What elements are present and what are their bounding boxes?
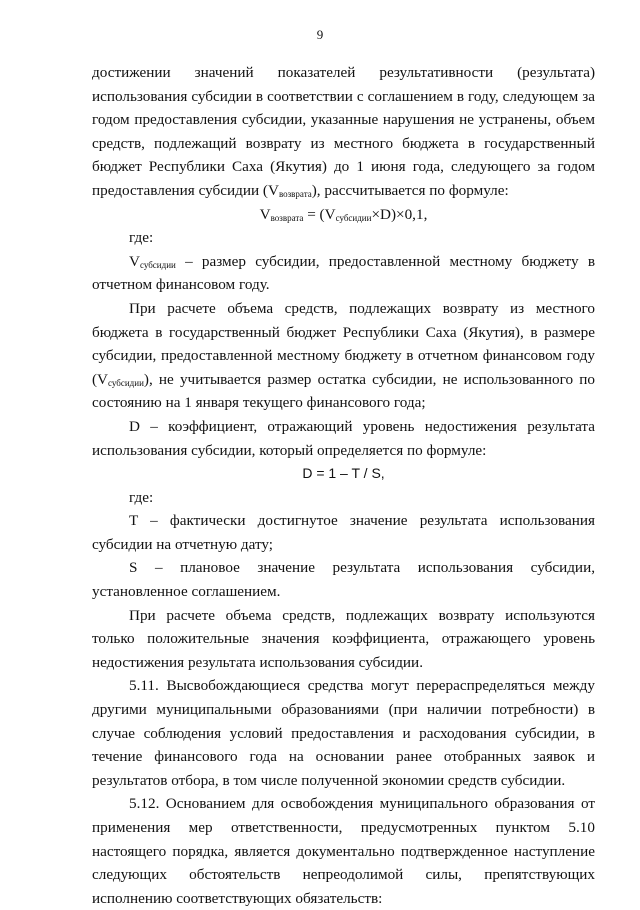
page-body [92,61,595,910]
paragraph-continuation [92,61,595,203]
var: V [129,252,140,270]
para1-end: ), рассчитывается по формуле: [311,181,509,199]
para2-end: ), не учитывается размер остатка субсидии, не использованного по состоянию на 1 января текущего финансового года; [92,370,595,412]
para1-text: достижении значений показателей результативности (результата) использования субсидии в соответствии с соглашением в году, следующем за годом предоставления субсидии, указанные нарушения не устранены, объем средств, подлежащий возврату из местного бюджета в государственный бюджет Республики Саха (Якутия) до 1 июня года, следующего за годом предоставления субсидии (V [92,64,595,199]
paragraph-positive-values: При расчете объема средств, подлежащих возврату используются только положительные значения коэффициента, отражающего уровень недостижения результата использования субсидии. [92,606,595,671]
paragraph-5-11: 5.11. Высвобождающиеся средства могут перераспределяться между другими муниципальными образованиями (при наличии потребности) в случае соблюдения условий предоставления и расходования субсидии, в течение финансового года на основании ранее отобранных заявок и результатов отбора, в том числе полученной экономии средств субсидии. [92,677,595,789]
subscript: субсидии [139,259,176,270]
definition-text: – размер субсидии, предоставленной местному бюджету в отчетном финансовом году. [92,252,595,294]
where-label: где: [129,488,154,506]
page-number: 9 [316,27,324,42]
formula-part: = (V [303,205,336,223]
definition-d: D – коэффициент, отражающий уровень недостижения результата использования субсидии, который определяется по формуле: [92,417,595,459]
formula-coefficient: D = 1 – T / S, [302,465,385,482]
definition-vsub [92,250,595,297]
formula-part: ×D)×0,1, [371,205,428,223]
subscript: субсидии [108,377,144,388]
paragraph-5-12: 5.12. Основанием для освобождения муниципального образования от применения мер ответственности, предусмотренных пунктом 5.10 настоящего порядка, является документально подтвержденное наступление следующих обстоятельств непреодолимой силы, препятствующих исполнению соответствующих обязательств: [92,795,595,907]
definition-s: S – плановое значение результата использования субсидии, установленное соглашением. [92,559,595,601]
where-label: где: [129,229,154,247]
subscript: возврата [278,188,312,199]
subscript: субсидии [335,212,372,223]
para2-text: При расчете объема средств, подлежащих возврату из местного бюджета в государственный бюджет Республики Саха (Якутия), в размере субсидии, предоставленной местному бюджету в отчетном финансовом году (V [92,299,595,388]
paragraph-calc-note [92,297,595,415]
definition-t: T – фактически достигнутое значение результата использования субсидии на отчетную дату; [92,512,595,553]
formula-refund [92,203,595,227]
formula-var: V [259,205,271,223]
subscript: возврата [270,212,304,223]
